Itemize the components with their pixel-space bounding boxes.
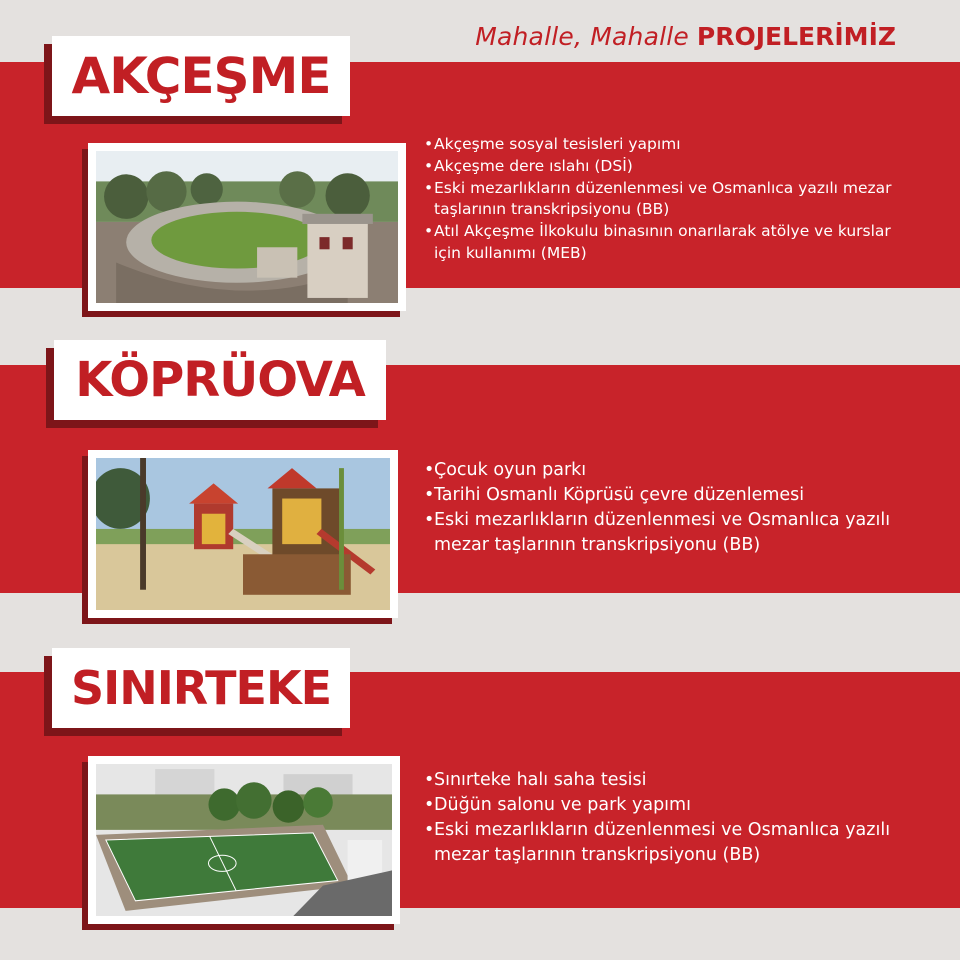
section-image-kopruova [88,450,398,618]
list-item: • Akçeşme sosyal tesisleri yapımı [424,134,894,156]
title-label: SINIRTEKE [52,648,350,728]
page-header [475,22,896,51]
list-item: • Tarihi Osmanlı Köprüsü çevre düzenlemesi [424,483,904,508]
header-bold-text: PROJELERİMİZ [696,22,896,51]
section-image-sinirteke [88,756,400,924]
list-item: • Eski mezarlıkların düzenlenmesi ve Osmanlıca yazılı mezar taşlarının transkripsiyonu (BB) [424,508,904,558]
playground-render-icon [96,458,390,610]
list-item: • Eski mezarlıkların düzenlenmesi ve Osmanlıca yazılı mezar taşlarının transkripsiyonu (BB) [424,818,904,868]
title-label: AKÇEŞME [52,36,350,116]
football-pitch-render-icon [96,764,392,916]
list-item: • Eski mezarlıkların düzenlenmesi ve Osmanlıca yazılı mezar taşlarının transkripsiyonu (BB) [424,178,894,222]
list-item: • Akçeşme dere ıslahı (DSİ) [424,156,894,178]
list-item: • Düğün salonu ve park yapımı [424,793,904,818]
section-title-kopruova [54,340,386,420]
list-item: • Çocuk oyun parkı [424,458,904,483]
list-item: • Atıl Akçeşme İlkokulu binasının onarılarak atölye ve kurslar için kullanımı (MEB) [424,221,894,265]
section-title-akcesme [52,36,350,116]
section-image-akcesme [88,143,406,311]
section-list-kopruova [424,458,904,558]
park-amphitheater-render-icon [96,151,398,303]
section-title-sinirteke [52,648,350,728]
section-list-akcesme [424,134,894,265]
section-list-sinirteke [424,768,904,868]
list-item: • Sınırteke halı saha tesisi [424,768,904,793]
header-italic-text: Mahalle, Mahalle [475,22,689,51]
title-label: KÖPRÜOVA [54,340,386,420]
